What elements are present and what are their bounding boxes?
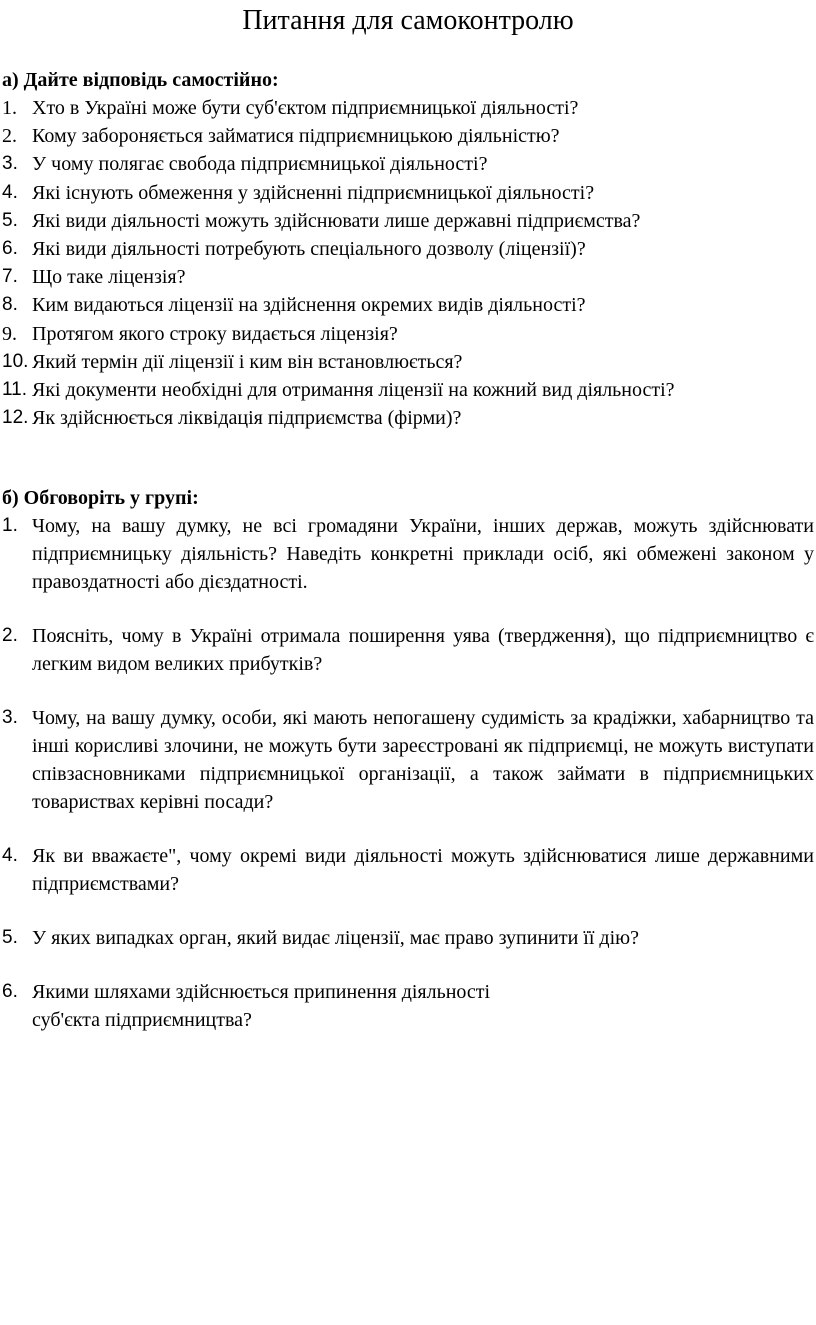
item-number: 7. (2, 266, 18, 288)
section-b-list (2, 512, 814, 1034)
list-item (2, 263, 814, 291)
item-text-line-2: суб'єкта підприємництва? (32, 1009, 252, 1031)
item-number: 3. (2, 707, 18, 728)
item-text: Протягом якого строку видається ліцензія? (32, 322, 398, 345)
item-text: Чому, на вашу думку, особи, які мають непогашену судимість за крадіжки, хабарництво та інші корисливі злочини, не можуть бути зареєстровані як підприємці, не можуть виступати співзасновниками підприємницької організації, а також займати в підприємницьких товариствах керівні посади? (32, 707, 814, 813)
list-item (2, 924, 814, 952)
list-item (2, 207, 814, 235)
item-number: 11. (2, 379, 28, 401)
item-number: 2. (2, 625, 18, 646)
section-a-heading: а) Дайте відповідь самостійно: (2, 69, 279, 91)
item-text-line-1: Якими шляхами здійснюється припинення діяльності (32, 981, 491, 1003)
item-text: Ким видаються ліцензії на здійснення окремих видів діяльності? (32, 294, 586, 317)
list-item (2, 376, 814, 404)
item-number: 5. (2, 209, 18, 231)
item-text: Які види діяльності потребують спеціального дозволу (ліцензії)? (32, 238, 586, 261)
item-number: 9. (2, 322, 17, 345)
list-item (2, 235, 814, 263)
item-text: Хто в Україні може бути суб'єктом підприємницької діяльності? (32, 97, 579, 119)
list-item (2, 704, 814, 816)
item-text: Який термін дії ліцензії і ким він встановлюється? (32, 350, 463, 373)
item-text: Чому, на вашу думку, не всі громадяни України, інших держав, можуть здійснювати підприємницьку діяльність? Наведіть конкретні приклади осіб, які обмежені законом у правоздатності або дієздатності. (32, 515, 814, 593)
item-number: 6. (2, 981, 18, 1002)
item-text: Кому забороняється займатися підприємницькою діяльністю? (32, 125, 560, 148)
section-b (2, 484, 814, 1034)
list-item (2, 512, 814, 596)
item-text: Поясніть, чому в Україні отримала поширення уява (твердження), що підприємництво є легким видом великих прибутків? (32, 625, 814, 675)
item-number: 5. (2, 927, 18, 948)
section-a (2, 66, 814, 432)
item-number: 1. (2, 97, 17, 119)
item-text: У чому полягає свобода підприємницької діяльності? (32, 153, 488, 176)
list-item (2, 150, 814, 178)
item-text: Які документи необхідні для отримання ліцензії на кожний вид діяльності? (32, 379, 675, 402)
item-text: Які існують обмеження у здійсненні підприємницької діяльності? (32, 181, 595, 204)
list-item (2, 978, 814, 1034)
list-item (2, 291, 814, 319)
item-text: Які види діяльності можуть здійснювати лише державні підприємства? (32, 209, 641, 232)
list-item (2, 94, 814, 122)
list-item (2, 622, 814, 678)
list-item (2, 842, 814, 898)
item-number: 4. (2, 181, 18, 203)
item-number: 4. (2, 845, 18, 866)
item-number: 6. (2, 238, 18, 260)
item-number: 3. (2, 153, 18, 175)
item-number: 10. (2, 350, 29, 372)
list-item (2, 348, 814, 376)
list-item (2, 179, 814, 207)
section-a-list (2, 94, 814, 432)
item-text: Як здійснюється ліквідація підприємства (фірми)? (32, 407, 462, 430)
list-item (2, 320, 814, 348)
item-text: У яких випадках орган, який видає ліцензії, має право зупинити її дію? (32, 927, 639, 949)
section-b-heading: б) Обговоріть у групі: (2, 487, 199, 509)
item-text: Як ви вважаєте", чому окремі види діяльності можуть здійснюватися лише державними підприємствами? (32, 845, 814, 895)
page-title: Питання для самоконтролю (242, 5, 574, 36)
list-item (2, 122, 814, 150)
item-number: 12. (2, 407, 29, 429)
item-number: 2. (2, 125, 17, 148)
list-item (2, 404, 814, 432)
item-text: Що таке ліцензія? (32, 266, 186, 289)
item-number: 8. (2, 294, 18, 316)
item-number: 1. (2, 515, 18, 536)
